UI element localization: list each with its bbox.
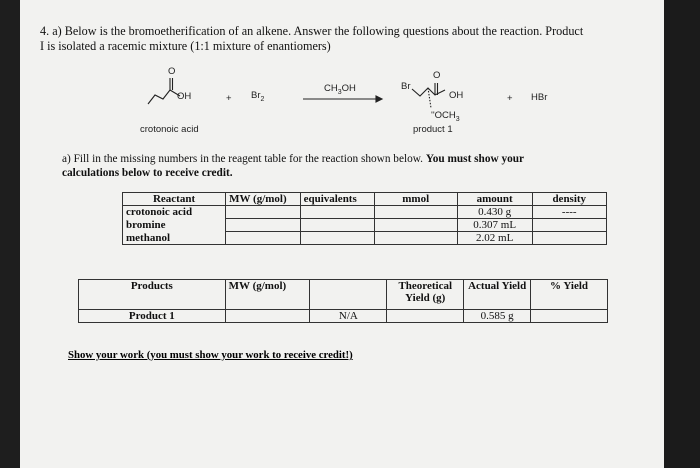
product-oh-label: OH bbox=[449, 90, 464, 101]
reactant-name: crotonoic acid bbox=[140, 124, 199, 135]
amount-cell: 2.02 mL bbox=[457, 232, 532, 245]
equivalents-cell[interactable] bbox=[300, 232, 374, 245]
mw-cell[interactable] bbox=[226, 206, 300, 219]
header-actual-yield: Actual Yield bbox=[464, 280, 531, 310]
header-mw: MW (g/mol) bbox=[225, 280, 310, 310]
products-header-row bbox=[79, 280, 608, 310]
equivalents-cell[interactable] bbox=[300, 219, 374, 232]
crotonoic-acid-structure bbox=[148, 90, 180, 104]
amount-cell: 0.307 mL bbox=[457, 219, 532, 232]
product-name: product 1 bbox=[413, 124, 453, 135]
mmol-cell[interactable] bbox=[374, 206, 457, 219]
question-line-2: I is isolated a racemic mixture (1:1 mixture of enantiomers) bbox=[40, 39, 331, 53]
instructions bbox=[62, 152, 524, 180]
na-cell: N/A bbox=[310, 310, 387, 323]
bromine-label: $Br_2$ bbox=[251, 90, 265, 103]
mmol-cell[interactable] bbox=[374, 232, 457, 245]
density-cell[interactable] bbox=[532, 219, 607, 232]
reaction-scheme bbox=[0, 0, 700, 140]
instructions-plain: a) Fill in the missing numbers in the reagent table for the reaction shown below. bbox=[62, 153, 426, 165]
product-och3-label: ''$OCH_3$ bbox=[431, 110, 460, 123]
header-mmol: mmol bbox=[374, 193, 457, 206]
header-percent-yield: % Yield bbox=[531, 280, 608, 310]
reactant-name-cell: crotonoic acid bbox=[123, 206, 226, 219]
header-blank bbox=[310, 280, 387, 310]
table-row bbox=[79, 310, 608, 323]
percent-yield-cell[interactable] bbox=[531, 310, 608, 323]
header-density: density bbox=[532, 193, 607, 206]
header-theoretical-yield: Theoretical Yield (g) bbox=[387, 280, 464, 310]
product-name-cell: Product 1 bbox=[79, 310, 226, 323]
hbr-label: HBr bbox=[531, 92, 548, 103]
table-row bbox=[123, 232, 607, 245]
density-cell: ---- bbox=[532, 206, 607, 219]
products-table bbox=[78, 279, 608, 323]
solvent-label: $CH_3OH$ bbox=[324, 83, 356, 96]
actual-yield-cell: 0.585 g bbox=[464, 310, 531, 323]
table-row bbox=[123, 219, 607, 232]
theoretical-yield-cell[interactable] bbox=[387, 310, 464, 323]
table-row bbox=[123, 206, 607, 219]
header-equivalents: equivalents bbox=[300, 193, 374, 206]
mmol-cell[interactable] bbox=[374, 219, 457, 232]
header-reactant: Reactant bbox=[123, 193, 226, 206]
instructions-bold-1: You must show your bbox=[425, 153, 525, 165]
mw-cell[interactable] bbox=[226, 232, 300, 245]
mw-cell[interactable] bbox=[225, 310, 310, 323]
plus-sign-1: + bbox=[226, 93, 232, 104]
amount-cell: 0.430 g bbox=[457, 206, 532, 219]
product-carbonyl-o: O bbox=[433, 70, 441, 81]
instructions-bold-2: calculations below to receive credit. bbox=[62, 167, 233, 179]
header-mw: MW (g/mol) bbox=[226, 193, 300, 206]
density-cell[interactable] bbox=[532, 232, 607, 245]
reagent-table bbox=[122, 192, 607, 245]
question-line-1: 4. a) Below is the bromoetherification of an alkene. Answer the following questions about the reaction. Product bbox=[40, 24, 584, 38]
reactant-carbonyl-o: O bbox=[168, 66, 176, 77]
plus-sign-2: + bbox=[507, 93, 513, 104]
header-amount: amount bbox=[457, 193, 532, 206]
reactant-oh-label: OH bbox=[177, 91, 192, 102]
equivalents-cell[interactable] bbox=[300, 206, 374, 219]
mw-cell[interactable] bbox=[226, 219, 300, 232]
product-br-label: Br bbox=[401, 81, 411, 92]
show-work-note: Show your work (you must show your work to receive credit!) bbox=[68, 349, 353, 361]
reactant-name-cell: methanol bbox=[123, 232, 226, 245]
reagent-header-row bbox=[123, 193, 607, 206]
reactant-name-cell: bromine bbox=[123, 219, 226, 232]
header-products: Products bbox=[79, 280, 226, 310]
